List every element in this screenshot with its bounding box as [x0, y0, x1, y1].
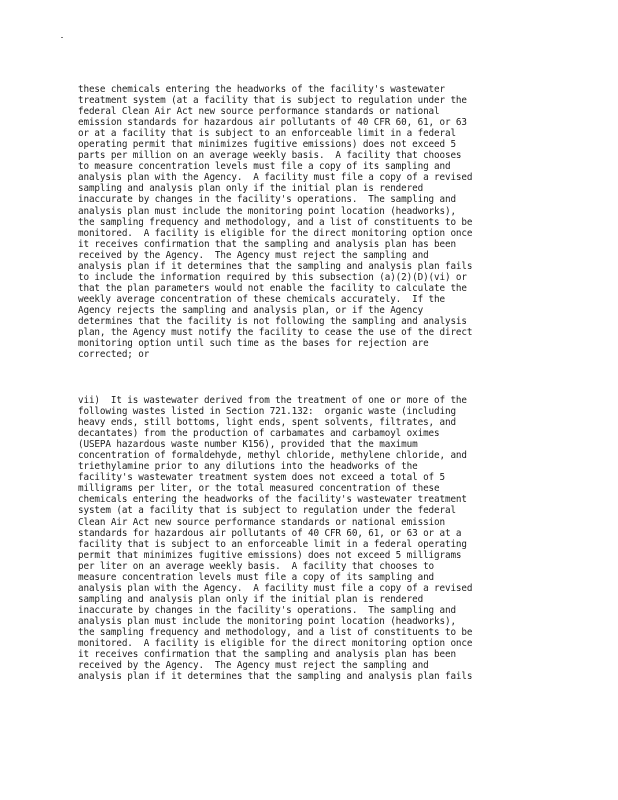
- text-line: chemicals entering the headworks of the facility's wastewater treatment: [78, 494, 467, 506]
- text-line: determines that the facility is not following the sampling and analysis: [78, 315, 467, 327]
- paragraph-vii: [78, 395, 540, 682]
- text-line: monitoring option until such time as the bases for rejection are: [78, 338, 429, 350]
- text-line: Agency rejects the sampling and analysis plan, or if the Agency: [78, 304, 424, 316]
- text-line: following wastes listed in Section 721.132: organic waste (including: [78, 406, 456, 418]
- text-line: federal Clean Air Act new source performance standards or national: [78, 106, 440, 118]
- text-line: milligrams per liter, or the total measured concentration of these: [78, 483, 440, 495]
- text-line: received by the Agency. The Agency must reject the sampling and: [78, 249, 429, 261]
- text-line: corrected; or: [78, 349, 150, 361]
- text-line: analysis plan must include the monitoring point location (headworks),: [78, 205, 456, 217]
- text-line: concentration of formaldehyde, methyl chloride, methylene chloride, and: [78, 450, 467, 462]
- text-line: to measure concentration levels must file a copy of its sampling and: [78, 161, 451, 173]
- text-line: permit that minimizes fugitive emissions) does not exceed 5 milligrams: [78, 549, 462, 561]
- text-line: measure concentration levels must file a copy of its sampling and: [78, 571, 435, 583]
- text-line: treatment system (at a facility that is subject to regulation under the: [78, 95, 467, 107]
- text-line: that the plan parameters would not enable the facility to calculate the: [78, 282, 467, 294]
- text-line: plan, the Agency must notify the facility to cease the use of the direct: [78, 327, 473, 339]
- text-line: inaccurate by changes in the facility's operations. The sampling and: [78, 194, 456, 206]
- text-line: the sampling frequency and methodology, and a list of constituents to be: [78, 626, 473, 638]
- text-line: sampling and analysis plan only if the initial plan is rendered: [78, 183, 424, 195]
- text-line: triethylamine prior to any dilutions into the headworks of the: [78, 461, 418, 473]
- text-line: Clean Air Act new source performance standards or national emission: [78, 516, 445, 528]
- text-line: facility's wastewater treatment system does not exceed a total of 5: [78, 472, 445, 484]
- text-line: sampling and analysis plan only if the initial plan is rendered: [78, 593, 424, 605]
- text-line: it receives confirmation that the sampling and analysis plan has been: [78, 238, 456, 250]
- text-line: the sampling frequency and methodology, and a list of constituents to be: [78, 216, 473, 228]
- text-line: system (at a facility that is subject to regulation under the federal: [78, 505, 456, 517]
- text-line: heavy ends, still bottoms, light ends, spent solvents, filtrates, and: [78, 417, 456, 429]
- text-line: facility that is subject to an enforceable limit in a federal operating: [78, 538, 467, 550]
- text-line: these chemicals entering the headworks of the facility's wastewater: [78, 84, 445, 95]
- text-line: it receives confirmation that the sampling and analysis plan has been: [78, 649, 456, 661]
- paragraph-continued: [78, 84, 540, 360]
- text-line: parts per million on an average weekly basis. A facility that chooses: [78, 150, 462, 162]
- text-line: analysis plan with the Agency. A facility must file a copy of a revised: [78, 172, 473, 184]
- text-line: analysis plan must include the monitoring point location (headworks),: [78, 615, 456, 627]
- text-line: to include the information required by this subsection (a)(2)(D)(vi) or: [78, 271, 467, 283]
- scan-speck: [61, 37, 63, 38]
- text-line: received by the Agency. The Agency must reject the sampling and: [78, 660, 429, 672]
- text-line: weekly average concentration of these chemicals accurately. If the: [78, 293, 445, 305]
- text-line: emission standards for hazardous air pollutants of 40 CFR 60, 61, or 63: [78, 117, 467, 129]
- text-line: or at a facility that is subject to an enforceable limit in a federal: [78, 128, 456, 140]
- text-line: inaccurate by changes in the facility's operations. The sampling and: [78, 604, 456, 616]
- text-line: operating permit that minimizes fugitive emissions) does not exceed 5: [78, 139, 456, 151]
- text-line: per liter on an average weekly basis. A facility that chooses to: [78, 560, 435, 572]
- text-line: analysis plan if it determines that the sampling and analysis plan fails: [78, 260, 473, 272]
- text-line: decantates) from the production of carbamates and carbamoyl oximes: [78, 428, 440, 440]
- text-line: analysis plan if it determines that the sampling and analysis plan fails: [78, 671, 473, 683]
- text-line: (USEPA hazardous waste number K156), provided that the maximum: [78, 439, 418, 451]
- text-line: monitored. A facility is eligible for the direct monitoring option once: [78, 638, 473, 650]
- text-line: standards for hazardous air pollutants of 40 CFR 60, 61, or 63 or at a: [78, 527, 462, 539]
- text-line: analysis plan with the Agency. A facility must file a copy of a revised: [78, 582, 473, 594]
- text-line: vii) It is wastewater derived from the treatment of one or more of the: [78, 395, 467, 406]
- text-line: monitored. A facility is eligible for the direct monitoring option once: [78, 227, 473, 239]
